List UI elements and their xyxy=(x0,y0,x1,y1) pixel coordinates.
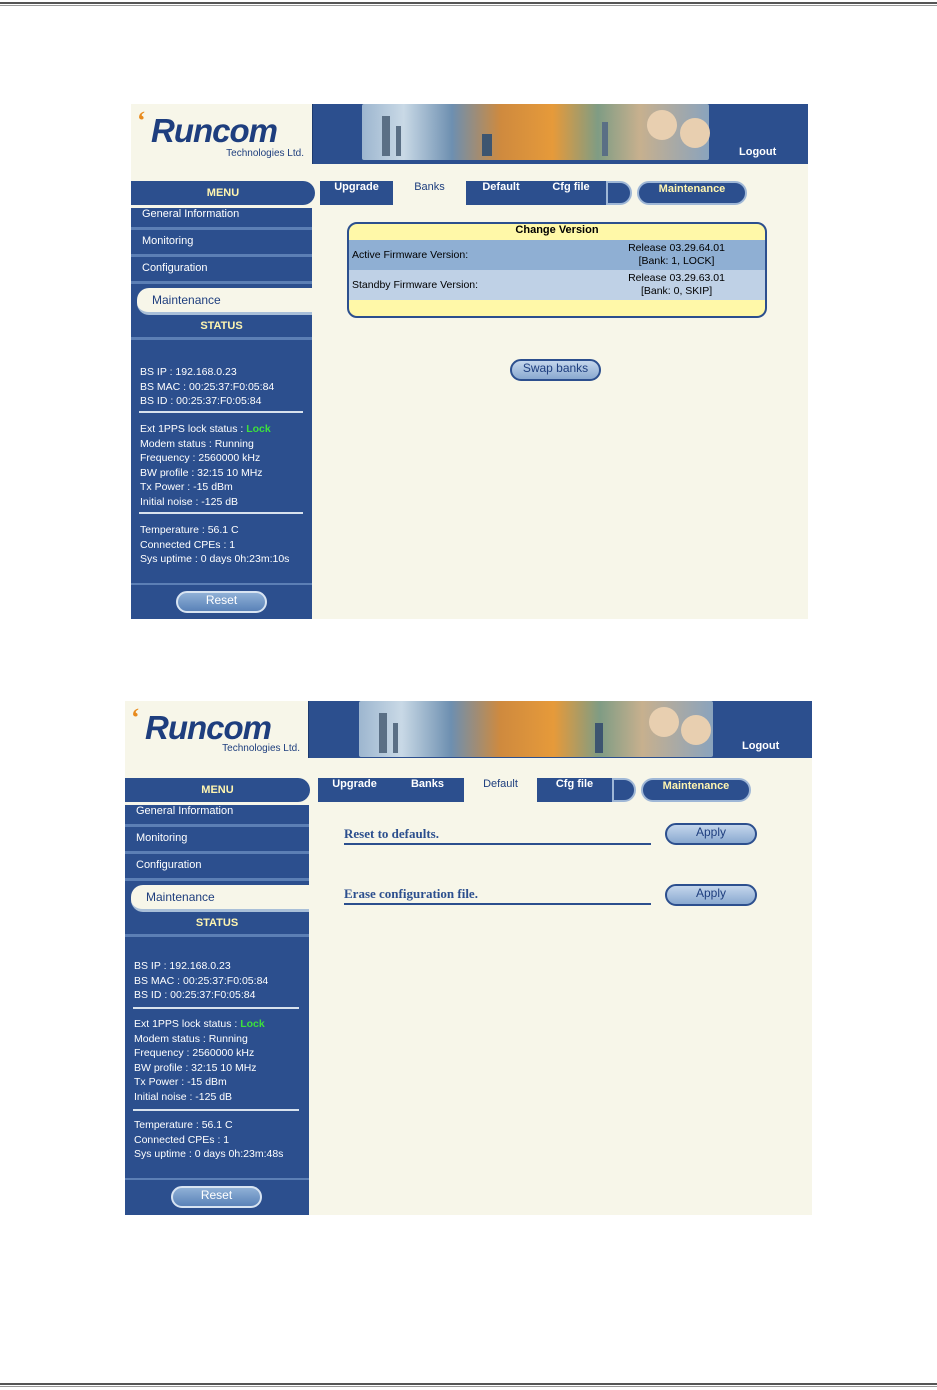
tab-banks[interactable]: Banks xyxy=(391,778,464,802)
header-banner-image xyxy=(359,701,713,757)
swap-banks-button[interactable]: Swap banks xyxy=(510,359,601,381)
status-bs-ip: BS IP : 192.168.0.23 xyxy=(140,366,237,378)
status-divider xyxy=(133,1109,299,1111)
reset-to-defaults-label: Reset to defaults. xyxy=(344,826,439,841)
standby-firmware-row xyxy=(349,270,765,300)
screenshot-default xyxy=(125,701,812,1215)
status-uptime: Sys uptime : 0 days 0h:23m:10s xyxy=(140,553,290,565)
sidebar xyxy=(125,805,309,1215)
logo-subtitle: Technologies Ltd. xyxy=(226,148,304,159)
logout-link[interactable]: Logout xyxy=(739,146,777,158)
standby-bank: [Bank: 0, SKIP] xyxy=(640,285,713,297)
status-uptime: Sys uptime : 0 days 0h:23m:48s xyxy=(134,1148,284,1160)
runcom-logo xyxy=(125,701,309,758)
status-radio xyxy=(134,1017,265,1104)
header xyxy=(131,104,808,164)
standby-firmware-label: Standby Firmware Version: xyxy=(352,279,479,291)
reset-to-defaults-underline xyxy=(344,843,651,845)
status-tx-power: Tx Power : -15 dBm xyxy=(134,1076,227,1088)
status-network xyxy=(140,365,274,409)
status-divider xyxy=(139,512,303,514)
logo-text: Runcom xyxy=(151,112,277,149)
lock-badge: Lock xyxy=(240,1018,265,1030)
status-tx-power: Tx Power : -15 dBm xyxy=(140,481,233,493)
standby-firmware-value xyxy=(628,272,725,298)
status-temperature: Temperature : 56.1 C xyxy=(134,1119,233,1131)
tab-banks[interactable]: Banks xyxy=(393,181,466,205)
status-divider xyxy=(133,1007,299,1009)
active-firmware-value xyxy=(628,242,725,268)
tab-cfg-file[interactable]: Cfg file xyxy=(537,778,612,802)
status-system xyxy=(140,523,289,567)
sidebar-item-configuration[interactable]: Configuration xyxy=(131,262,312,284)
maintenance-tab[interactable]: Maintenance xyxy=(637,181,747,205)
tab-cfg-file[interactable]: Cfg file xyxy=(536,181,606,205)
sidebar-item-general-information[interactable]: General Information xyxy=(131,208,312,230)
tab-upgrade[interactable]: Upgrade xyxy=(320,181,393,205)
active-release: Release 03.29.64.01 xyxy=(628,242,725,254)
sidebar-item-maintenance[interactable]: Maintenance xyxy=(137,288,312,315)
tab-scroll-right xyxy=(612,778,636,802)
status-bs-id: BS ID : 00:25:37:F0:05:84 xyxy=(134,989,256,1001)
logo-subtitle: Technologies Ltd. xyxy=(222,743,300,754)
sidebar-item-maintenance[interactable]: Maintenance xyxy=(131,885,309,912)
top-tabbar xyxy=(125,776,812,804)
tab-default[interactable]: Default xyxy=(464,778,537,802)
status-frequency: Frequency : 2560000 kHz xyxy=(134,1047,255,1059)
status-bs-mac: BS MAC : 00:25:37:F0:05:84 xyxy=(140,380,275,393)
logo-swoosh-icon: ‘ xyxy=(137,106,146,135)
page-top-rule xyxy=(0,2,937,6)
sidebar-item-monitoring[interactable]: Monitoring xyxy=(125,832,309,854)
screenshot-banks xyxy=(131,104,808,619)
status-modem: Modem status : Running xyxy=(134,1032,248,1045)
tab-upgrade[interactable]: Upgrade xyxy=(318,778,391,802)
standby-release: Release 03.29.63.01 xyxy=(628,272,725,284)
status-network xyxy=(134,959,268,1003)
active-firmware-row xyxy=(349,240,765,270)
top-tabbar xyxy=(131,179,808,207)
status-connected-cpes: Connected CPEs : 1 xyxy=(134,1133,230,1146)
status-modem: Modem status : Running xyxy=(140,437,254,450)
change-version-panel xyxy=(347,222,767,318)
sidebar xyxy=(131,208,312,619)
status-bs-mac: BS MAC : 00:25:37:F0:05:84 xyxy=(134,974,269,987)
tab-default[interactable]: Default xyxy=(466,181,536,205)
menu-label: MENU xyxy=(131,181,315,205)
status-connected-cpes: Connected CPEs : 1 xyxy=(140,538,236,551)
change-version-title: Change Version xyxy=(515,224,599,236)
tab-scroll-right xyxy=(606,181,632,205)
sidebar-item-general-information[interactable]: General Information xyxy=(125,805,309,827)
sidebar-item-monitoring[interactable]: Monitoring xyxy=(131,235,312,257)
status-bs-id: BS ID : 00:25:37:F0:05:84 xyxy=(140,395,262,407)
status-ext-1pps: Ext 1PPS lock status : Lock xyxy=(134,1018,265,1030)
logout-link[interactable]: Logout xyxy=(742,740,780,752)
active-bank: [Bank: 1, LOCK] xyxy=(638,255,715,267)
header xyxy=(125,701,812,758)
status-divider xyxy=(139,411,303,413)
logo-text: Runcom xyxy=(145,709,271,746)
reset-button[interactable]: Reset xyxy=(171,1186,262,1208)
page-bottom-rule xyxy=(0,1383,937,1387)
status-initial-noise: Initial noise : -125 dB xyxy=(134,1090,233,1103)
menu-label: MENU xyxy=(125,778,310,802)
active-firmware-label: Active Firmware Version: xyxy=(352,249,469,261)
sidebar-item-configuration[interactable]: Configuration xyxy=(125,859,309,881)
maintenance-tab[interactable]: Maintenance xyxy=(641,778,751,802)
erase-configuration-label: Erase configuration file. xyxy=(344,886,478,901)
status-heading: STATUS xyxy=(125,917,309,937)
runcom-logo xyxy=(131,104,313,164)
reset-bar xyxy=(131,583,312,619)
status-bw-profile: BW profile : 32:15 10 MHz xyxy=(140,466,263,479)
status-bw-profile: BW profile : 32:15 10 MHz xyxy=(134,1061,257,1074)
status-temperature: Temperature : 56.1 C xyxy=(140,524,239,536)
lock-badge: Lock xyxy=(246,423,271,435)
status-ext-1pps: Ext 1PPS lock status : Lock xyxy=(140,423,271,435)
logo-swoosh-icon: ‘ xyxy=(131,703,140,732)
status-initial-noise: Initial noise : -125 dB xyxy=(140,495,239,508)
status-bs-ip: BS IP : 192.168.0.23 xyxy=(134,960,231,972)
reset-button[interactable]: Reset xyxy=(176,591,267,613)
reset-bar xyxy=(125,1178,309,1214)
status-frequency: Frequency : 2560000 kHz xyxy=(140,452,261,464)
status-radio xyxy=(140,422,271,509)
apply-reset-defaults-button[interactable]: Apply xyxy=(665,823,757,845)
status-heading: STATUS xyxy=(131,320,312,340)
apply-erase-cfg-button[interactable]: Apply xyxy=(665,884,757,906)
status-system xyxy=(134,1118,283,1162)
erase-configuration-underline xyxy=(344,903,651,905)
header-banner-image xyxy=(362,104,709,160)
